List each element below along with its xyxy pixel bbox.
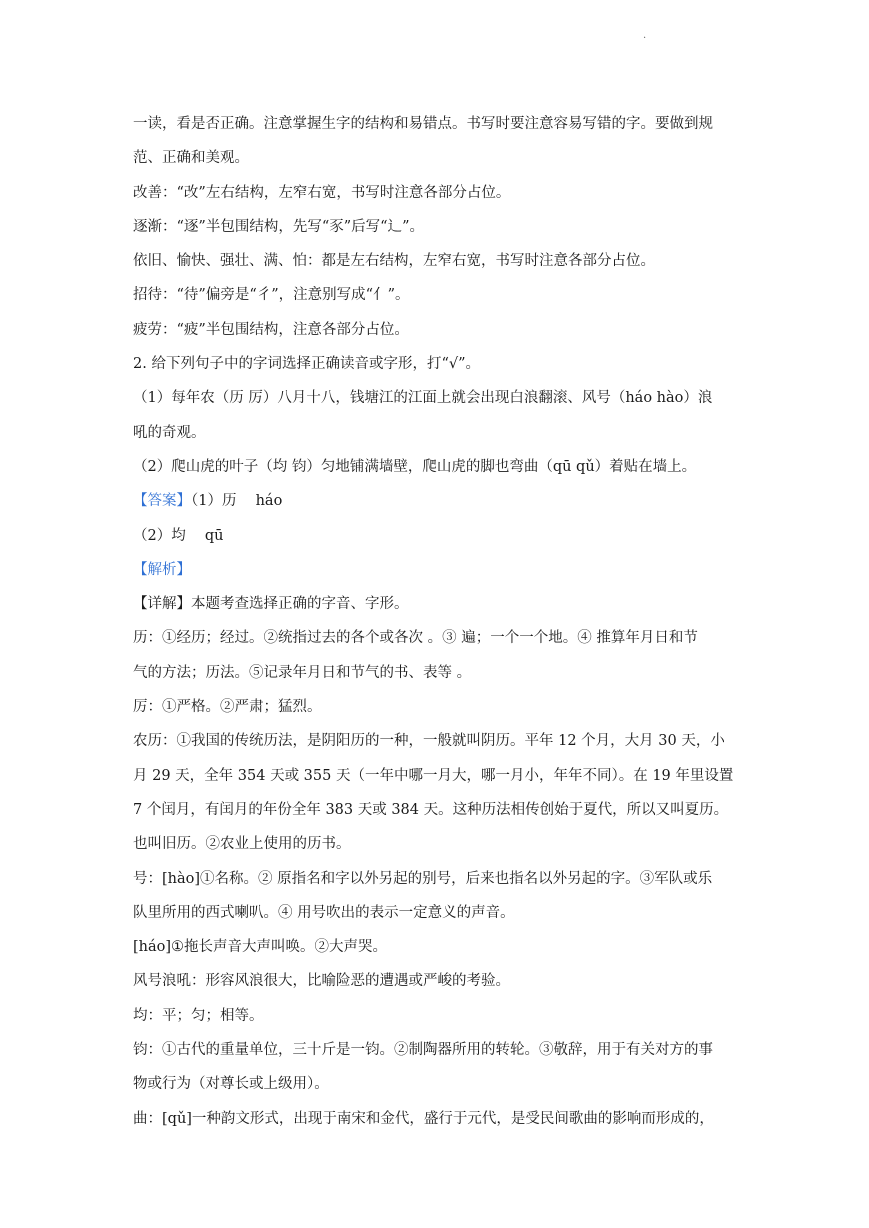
analysis-label: 【解析】	[133, 561, 191, 578]
text-line: 厉：①严格。②严肃；猛烈。	[133, 699, 322, 716]
text-line: 曲：[qǔ]一种韵文形式，出现于南宋和金代，盛行于元代，是受民间歌曲的影响而形成的，	[133, 1110, 714, 1127]
text-line: 7 个闰月，有闰月的年份全年 383 天或 384 天。这种历法相传创始于夏代，所以又叫夏历。	[133, 801, 729, 818]
text-line: 范、正确和美观。	[133, 150, 249, 167]
answer-line: 【答案】（1）历 háo	[133, 493, 283, 510]
text-line: 物或行为（对尊长或上级用）。	[133, 1076, 329, 1093]
text-line: 风号浪吼：形容风浪很大，比喻险恶的遭遇或严峻的考验。	[133, 973, 510, 990]
text-line: 历：①经历；经过。②统指过去的各个或各次 。③ 遍；一个一个地。④ 推算年月日和节	[133, 630, 698, 647]
text-line: 气的方法；历法。⑤记录年月日和节气的书、表等 。	[133, 664, 472, 681]
question-line: （1）每年农（历 厉）八月十八，钱塘江的江面上就会出现白浪翻滚、风号（háo hào）浪	[133, 390, 713, 407]
text-line: 号：[hào]①名称。② 原指名和字以外另起的别号，后来也指名以外另起的字。③军队或乐	[133, 870, 713, 887]
answer-label: 【答案】	[133, 493, 191, 510]
text-line: 也叫旧历。②农业上使用的历书。	[133, 836, 351, 853]
document-body	[133, 107, 743, 1136]
text-line: 月 29 天，全年 354 天或 355 天（一年中哪一月大，哪一月小，年年不同）。在 19 年里设置	[133, 767, 734, 784]
text-line: 【详解】本题考查选择正确的字音、字形。	[133, 596, 409, 613]
question-line: （2）爬山虎的叶子（均 钧）匀地铺满墙壁，爬山虎的脚也弯曲（qū qǔ）着贴在墙上。	[133, 458, 697, 475]
text-line: 钧：①古代的重量单位，三十斤是一钧。②制陶器所用的转轮。③敬辞，用于有关对方的事	[133, 1042, 713, 1059]
text-line: 疲劳：“疲”半包围结构，注意各部分占位。	[133, 321, 409, 338]
question-line: 吼的奇观。	[133, 424, 206, 441]
text-line: 改善：“改”左右结构，左窄右宽，书写时注意各部分占位。	[133, 184, 511, 201]
text-line: 逐渐：“逐”半包围结构，先写“豕”后写“辶”。	[133, 218, 424, 235]
header-dot: .	[643, 30, 647, 41]
text-line: 队里所用的西式喇叭。④ 用号吹出的表示一定意义的声音。	[133, 904, 515, 921]
text-line: [háo]①拖长声音大声叫唤。②大声哭。	[133, 939, 388, 956]
text-line: 均：平；匀；相等。	[133, 1007, 264, 1024]
text-line: 依旧、愉快、强壮、满、怕：都是左右结构，左窄右宽，书写时注意各部分占位。	[133, 253, 655, 270]
text-line: 农历：①我国的传统历法，是阴阳历的一种，一般就叫阴历。平年 12 个月，大月 30 天，小	[133, 733, 725, 750]
analysis-heading	[133, 553, 743, 587]
answer-line: （2）均 qū	[133, 527, 224, 544]
text-line: 一读，看是否正确。注意掌握生字的结构和易错点。书写时要注意容易写错的字。要做到规	[133, 116, 713, 132]
text-line: 招待：“待”偏旁是“彳”，注意别写成“亻”。	[133, 287, 410, 304]
question-heading: 2. 给下列句子中的字词选择正确读音或字形，打“√”。	[133, 356, 481, 373]
